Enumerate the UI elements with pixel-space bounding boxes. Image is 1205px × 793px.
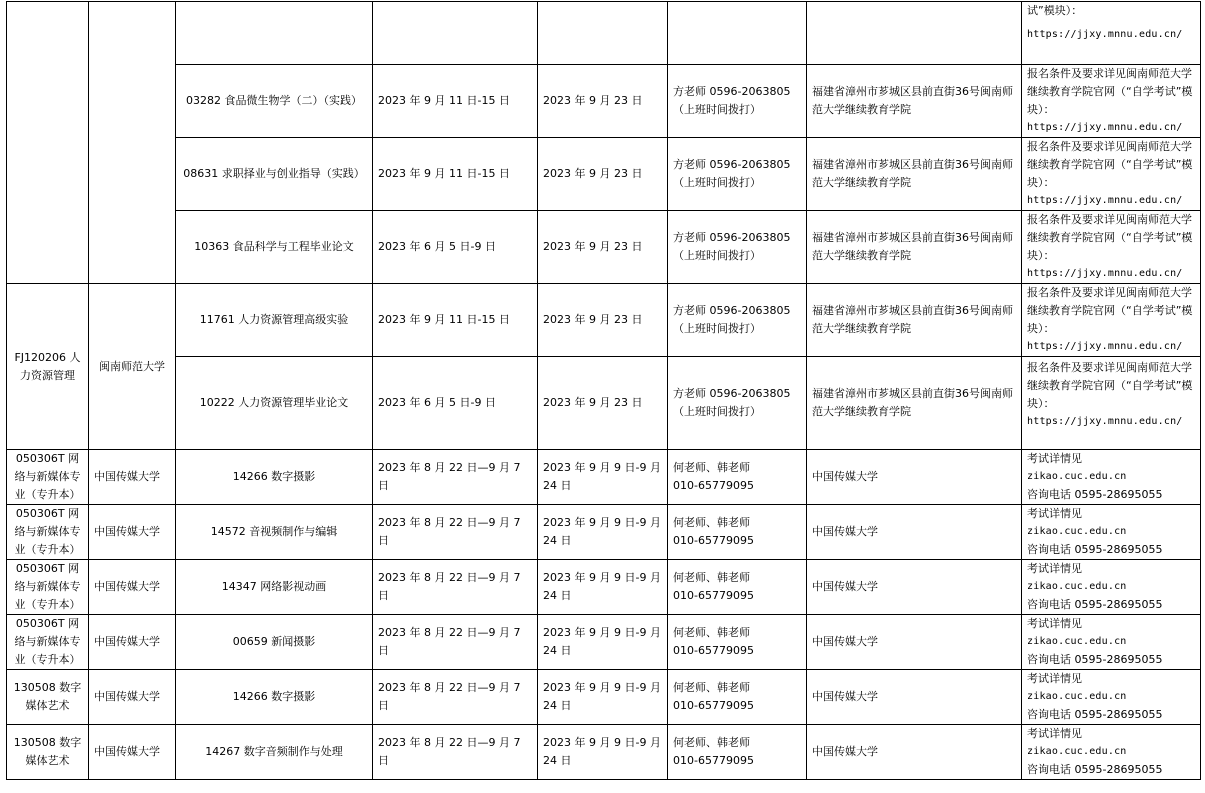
registration-date-cell: 2023 年 8 月 22 日—9 月 7 日 [373,505,538,560]
address-cell: 福建省漳州市芗城区县前直街36号闽南师范大学继续教育学院 [807,284,1022,357]
address-cell: 中国传媒大学 [807,450,1022,505]
contact-hours: （上班时间拨打） [673,322,761,335]
table-row [7,560,1201,615]
consult-phone: 咨询电话 0595-28695055 [1027,708,1163,721]
contact-cell [668,138,807,211]
website-url: zikao.cuc.edu.cn [1027,581,1127,592]
table-row [7,65,1201,138]
table-row [7,357,1201,450]
address-cell: 中国传媒大学 [807,725,1022,780]
course-cell: 00659 新闻摄影 [176,615,373,670]
course-cell: 11761 人力资源管理高级实验 [176,284,373,357]
address-cell: 福建省漳州市芗城区县前直街36号闽南师范大学继续教育学院 [807,357,1022,450]
notes-cell [1022,284,1201,357]
website-url: https://jjxy.mnnu.edu.cn/ [1027,341,1183,352]
registration-date-cell: 2023 年 9 月 11 日-15 日 [373,284,538,357]
table-row [7,211,1201,284]
website-url: https://jjxy.mnnu.edu.cn/ [1027,416,1183,427]
table-row [7,2,1201,65]
table-row [7,670,1201,725]
address-cell: 中国传媒大学 [807,615,1022,670]
website-url: https://jjxy.mnnu.edu.cn/ [1027,195,1183,206]
registration-date-cell: 2023 年 8 月 22 日—9 月 7 日 [373,725,538,780]
notes-info: 考试详情见 [1027,562,1082,575]
notes-cell [1022,505,1201,560]
table-row [7,505,1201,560]
exam-date-cell [538,2,668,65]
major-cell: 050306T 网络与新媒体专业（专升本） [7,560,89,615]
table-row [7,284,1201,357]
notes-cell [1022,725,1201,780]
registration-date-cell: 2023 年 6 月 5 日-9 日 [373,357,538,450]
contact-name: 何老师、韩老师 [673,681,750,694]
notes-cell [1022,560,1201,615]
contact-cell [668,670,807,725]
contact-hours: （上班时间拨打） [673,176,761,189]
course-cell: 10222 人力资源管理毕业论文 [176,357,373,450]
contact-name: 方老师 0596-2063805 [673,85,791,98]
contact-hours: （上班时间拨打） [673,249,761,262]
contact-cell [668,560,807,615]
school-cell: 闽南师范大学 [89,284,176,450]
course-cell: 14267 数字音频制作与处理 [176,725,373,780]
exam-date-cell: 2023 年 9 月 9 日-9 月 24 日 [538,560,668,615]
notes-conditions: 报名条件及要求详见闽南师范大学继续教育学院官网（“自学考试”模块）： [1027,140,1193,189]
course-cell: 03282 食品微生物学（二）（实践） [176,65,373,138]
website-url: zikao.cuc.edu.cn [1027,526,1127,537]
major-cell: 050306T 网络与新媒体专业（专升本） [7,505,89,560]
registration-date-cell: 2023 年 8 月 22 日—9 月 7 日 [373,670,538,725]
notes-cell [1022,450,1201,505]
notes-cell [1022,65,1201,138]
school-cell: 中国传媒大学 [89,450,176,505]
school-cell: 中国传媒大学 [89,725,176,780]
contact-cell [668,65,807,138]
notes-cell [1022,357,1201,450]
contact-cell [668,725,807,780]
notes-conditions: 报名条件及要求详见闽南师范大学继续教育学院官网（“自学考试”模块）： [1027,213,1193,262]
major-cell: 050306T 网络与新媒体专业（专升本） [7,615,89,670]
registration-date-cell: 2023 年 6 月 5 日-9 日 [373,211,538,284]
school-cell: 中国传媒大学 [89,560,176,615]
course-cell: 14347 网络影视动画 [176,560,373,615]
website-url: zikao.cuc.edu.cn [1027,471,1127,482]
exam-date-cell: 2023 年 9 月 23 日 [538,211,668,284]
address-cell: 福建省漳州市芗城区县前直街36号闽南师范大学继续教育学院 [807,65,1022,138]
notes-fragment: 试”模块）： [1027,4,1083,17]
consult-phone: 咨询电话 0595-28695055 [1027,763,1163,776]
consult-phone: 咨询电话 0595-28695055 [1027,598,1163,611]
exam-schedule-table [6,1,1201,780]
notes-info: 考试详情见 [1027,727,1082,740]
exam-date-cell: 2023 年 9 月 9 日-9 月 24 日 [538,450,668,505]
table-row [7,138,1201,211]
notes-cell [1022,211,1201,284]
notes-conditions: 报名条件及要求详见闽南师范大学继续教育学院官网（“自学考试”模块）： [1027,361,1193,410]
notes-info: 考试详情见 [1027,617,1082,630]
consult-phone: 咨询电话 0595-28695055 [1027,543,1163,556]
school-cell [89,2,176,284]
consult-phone: 咨询电话 0595-28695055 [1027,488,1163,501]
contact-phone: 010-65779095 [673,644,754,657]
website-url: https://jjxy.mnnu.edu.cn/ [1027,268,1183,279]
contact-cell [668,357,807,450]
registration-date-cell: 2023 年 9 月 11 日-15 日 [373,138,538,211]
contact-name: 何老师、韩老师 [673,516,750,529]
contact-cell [668,615,807,670]
table-row [7,615,1201,670]
contact-name: 何老师、韩老师 [673,461,750,474]
contact-phone: 010-65779095 [673,699,754,712]
registration-date-cell: 2023 年 8 月 22 日—9 月 7 日 [373,560,538,615]
contact-phone: 010-65779095 [673,589,754,602]
school-cell: 中国传媒大学 [89,670,176,725]
registration-date-cell: 2023 年 8 月 22 日—9 月 7 日 [373,450,538,505]
notes-cell [1022,138,1201,211]
course-cell: 08631 求职择业与创业指导（实践） [176,138,373,211]
major-cell: 130508 数字媒体艺术 [7,670,89,725]
course-cell: 14572 音视频制作与编辑 [176,505,373,560]
contact-cell [668,284,807,357]
course-cell: 14266 数字摄影 [176,450,373,505]
contact-hours: （上班时间拨打） [673,405,761,418]
notes-info: 考试详情见 [1027,672,1082,685]
exam-date-cell: 2023 年 9 月 9 日-9 月 24 日 [538,505,668,560]
consult-phone: 咨询电话 0595-28695055 [1027,653,1163,666]
major-cell: FJ120206 人力资源管理 [7,284,89,450]
website-url: https://jjxy.mnnu.edu.cn/ [1027,29,1183,40]
school-cell: 中国传媒大学 [89,505,176,560]
contact-name: 方老师 0596-2063805 [673,387,791,400]
notes-cell [1022,615,1201,670]
contact-cell [668,211,807,284]
contact-name: 方老师 0596-2063805 [673,158,791,171]
exam-date-cell: 2023 年 9 月 9 日-9 月 24 日 [538,670,668,725]
website-url: zikao.cuc.edu.cn [1027,691,1127,702]
contact-phone: 010-65779095 [673,479,754,492]
website-url: zikao.cuc.edu.cn [1027,746,1127,757]
exam-date-cell: 2023 年 9 月 9 日-9 月 24 日 [538,725,668,780]
contact-name: 何老师、韩老师 [673,571,750,584]
major-cell [7,2,89,284]
exam-date-cell: 2023 年 9 月 23 日 [538,284,668,357]
table-row [7,725,1201,780]
school-cell: 中国传媒大学 [89,615,176,670]
course-cell [176,2,373,65]
course-cell: 14266 数字摄影 [176,670,373,725]
address-cell: 中国传媒大学 [807,505,1022,560]
contact-name: 何老师、韩老师 [673,626,750,639]
notes-conditions: 报名条件及要求详见闽南师范大学继续教育学院官网（“自学考试”模块）： [1027,67,1193,116]
notes-cell [1022,2,1201,65]
registration-date-cell: 2023 年 9 月 11 日-15 日 [373,65,538,138]
address-cell: 中国传媒大学 [807,560,1022,615]
major-cell: 050306T 网络与新媒体专业（专升本） [7,450,89,505]
contact-cell [668,450,807,505]
notes-cell [1022,670,1201,725]
exam-date-cell: 2023 年 9 月 9 日-9 月 24 日 [538,615,668,670]
website-url: https://jjxy.mnnu.edu.cn/ [1027,122,1183,133]
contact-cell [668,2,807,65]
exam-date-cell: 2023 年 9 月 23 日 [538,65,668,138]
contact-name: 方老师 0596-2063805 [673,231,791,244]
contact-name: 何老师、韩老师 [673,736,750,749]
notes-info: 考试详情见 [1027,507,1082,520]
website-url: zikao.cuc.edu.cn [1027,636,1127,647]
notes-info: 考试详情见 [1027,452,1082,465]
address-cell: 福建省漳州市芗城区县前直街36号闽南师范大学继续教育学院 [807,138,1022,211]
contact-phone: 010-65779095 [673,754,754,767]
exam-date-cell: 2023 年 9 月 23 日 [538,138,668,211]
table-row [7,450,1201,505]
address-cell: 中国传媒大学 [807,670,1022,725]
contact-cell [668,505,807,560]
exam-date-cell: 2023 年 9 月 23 日 [538,357,668,450]
contact-phone: 010-65779095 [673,534,754,547]
address-cell [807,2,1022,65]
registration-date-cell [373,2,538,65]
address-cell: 福建省漳州市芗城区县前直街36号闽南师范大学继续教育学院 [807,211,1022,284]
registration-date-cell: 2023 年 8 月 22 日—9 月 7 日 [373,615,538,670]
contact-hours: （上班时间拨打） [673,103,761,116]
course-cell: 10363 食品科学与工程毕业论文 [176,211,373,284]
major-cell: 130508 数字媒体艺术 [7,725,89,780]
notes-conditions: 报名条件及要求详见闽南师范大学继续教育学院官网（“自学考试”模块）： [1027,286,1193,335]
contact-name: 方老师 0596-2063805 [673,304,791,317]
